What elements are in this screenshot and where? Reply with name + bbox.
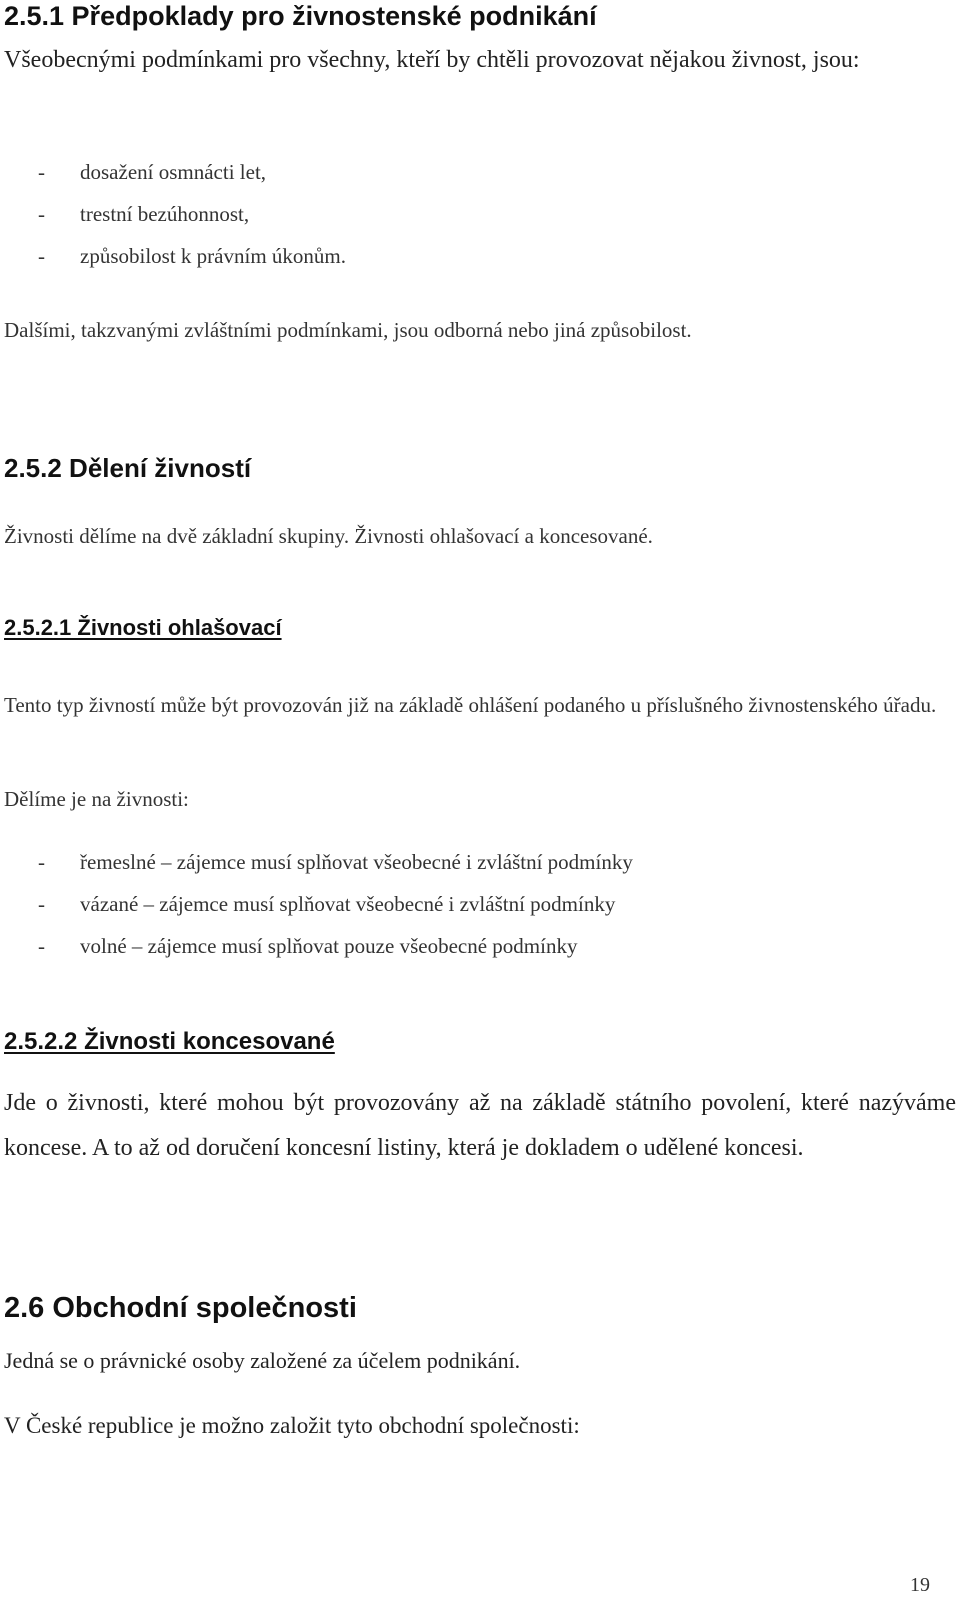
- dash-marker: -: [38, 244, 45, 268]
- companies-intro-text: V České republice je možno založit tyto obchodní společnosti:: [4, 1413, 580, 1438]
- concession-paragraph: Jde o živnosti, které mohou být provozovány až na základě státního povolení, které nazýváme koncese. A to až od doručení koncesní listiny, která je dokladem o udělené koncesi.: [4, 1090, 956, 1161]
- general-conditions-paragraph: Všeobecnými podmínkami pro všechny, kteří by chtěli provozovat nějakou živnost, jsou:: [4, 47, 860, 73]
- list-item-text: řemeslné – zájemce musí splňovat všeobecné i zvláštní podmínky: [80, 850, 633, 874]
- companies-definition-text: Jedná se o právnické osoby založené za účelem podnikání.: [4, 1348, 521, 1373]
- heading-2-5-2: 2.5.2 Dělení živností: [4, 453, 252, 483]
- list-item-text: vázané – zájemce musí splňovat všeobecné i zvláštní podmínky: [80, 892, 616, 916]
- division-text: Živnosti dělíme na dvě základní skupiny. Živnosti ohlašovací a koncesované.: [4, 524, 653, 548]
- dash-marker: -: [38, 934, 45, 958]
- division-intro-text: Dělíme je na živnosti:: [4, 787, 189, 811]
- heading-2-5-1: 2.5.1 Předpoklady pro živnostenské podnikání: [4, 1, 597, 31]
- dash-marker: -: [38, 850, 45, 874]
- heading-2-6: 2.6 Obchodní společnosti: [4, 1292, 357, 1324]
- heading-2-5-2-2: 2.5.2.2 Živnosti koncesované: [4, 1028, 335, 1055]
- special-conditions-text: Dalšími, takzvanými zvláštními podmínkami, jsou odborná nebo jiná způsobilost.: [4, 318, 692, 342]
- list-item-text: způsobilost k právním úkonům.: [80, 244, 346, 268]
- notification-trade-paragraph: Tento typ živností může být provozován již na základě ohlášení podaného u příslušného živnostenského úřadu.: [4, 693, 937, 717]
- list-item-text: dosažení osmnácti let,: [80, 160, 267, 184]
- dash-marker: -: [38, 160, 45, 184]
- dash-marker: -: [38, 892, 45, 916]
- heading-2-5-2-1: 2.5.2.1 Živnosti ohlašovací: [4, 615, 282, 640]
- list-item-text: volné – zájemce musí splňovat pouze všeobecné podmínky: [80, 934, 578, 958]
- page-number: 19: [910, 1574, 930, 1596]
- dash-marker: -: [38, 202, 45, 226]
- list-item-text: trestní bezúhonnost,: [80, 202, 250, 226]
